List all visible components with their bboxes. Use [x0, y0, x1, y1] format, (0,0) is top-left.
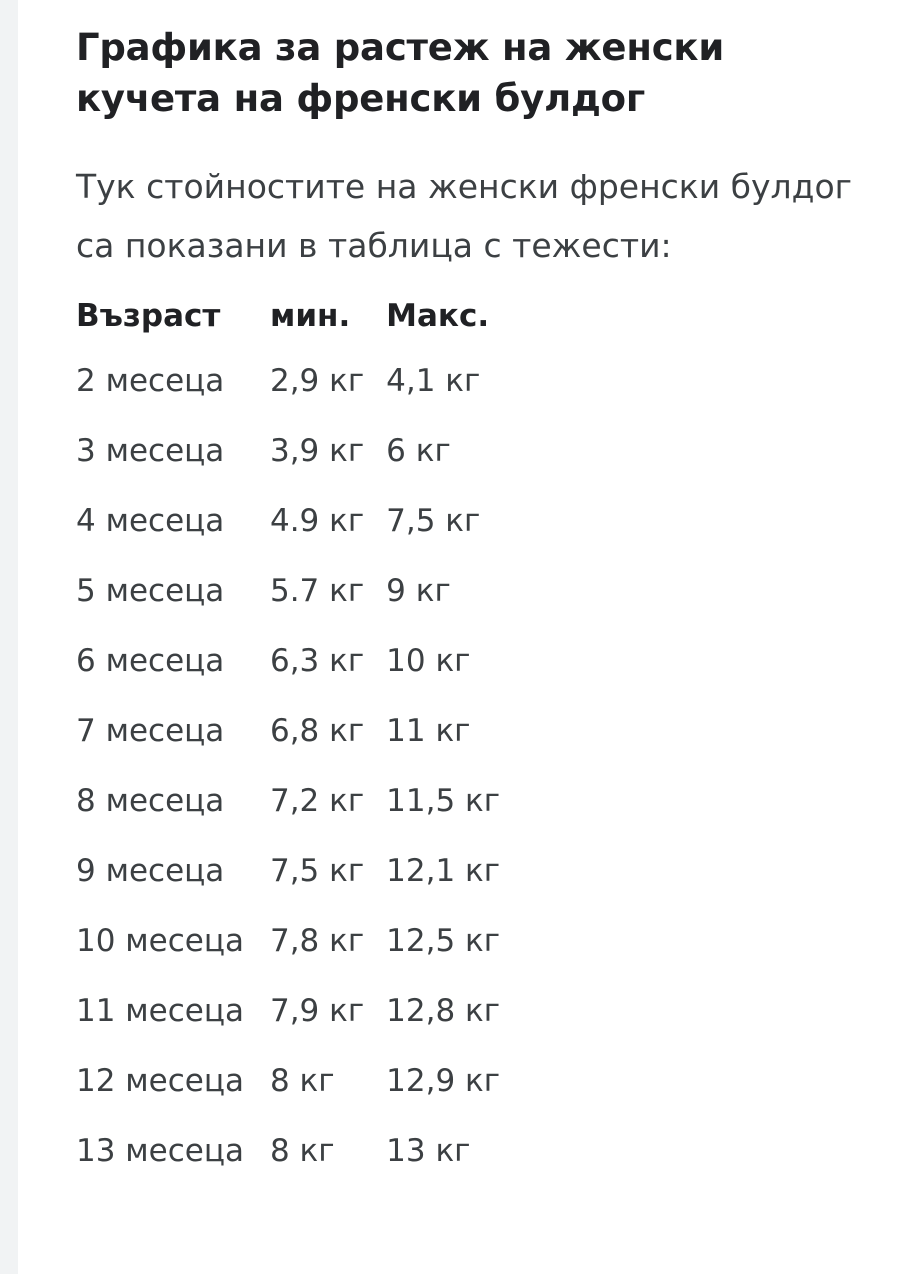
- cell-max: 10 кг: [386, 642, 471, 679]
- column-header-age: Възраст: [76, 297, 221, 334]
- cell-max: 11,5 кг: [386, 782, 501, 819]
- cell-min: 7,8 кг: [269, 922, 365, 959]
- table-row: [76, 766, 500, 836]
- left-gutter-rail: [0, 0, 18, 1274]
- cell-min: 5.7 кг: [269, 572, 365, 609]
- cell-max: 11 кг: [386, 712, 471, 749]
- column-header-min: мин.: [269, 297, 351, 334]
- table-row: [76, 836, 500, 906]
- cell-age: 7 месеца: [76, 712, 225, 749]
- cell-min: 7,5 кг: [269, 852, 365, 889]
- table-row: [76, 1046, 500, 1116]
- column-header-max: Макс.: [386, 297, 490, 334]
- table-row: [76, 486, 500, 556]
- cell-age: 12 месеца: [76, 1062, 244, 1099]
- cell-age: 9 месеца: [76, 852, 225, 889]
- cell-age: 8 месеца: [76, 782, 225, 819]
- cell-max: 12,5 кг: [386, 922, 501, 959]
- cell-max: 12,1 кг: [386, 852, 501, 889]
- cell-min: 2,9 кг: [269, 362, 365, 399]
- cell-max: 4,1 кг: [386, 362, 481, 399]
- cell-age: 13 месеца: [76, 1132, 244, 1169]
- cell-min: 6,8 кг: [269, 712, 365, 749]
- cell-min: 6,3 кг: [269, 642, 365, 679]
- table-row: [76, 416, 500, 486]
- cell-min: 3,9 кг: [269, 432, 365, 469]
- table-row: [76, 626, 500, 696]
- cell-min: 7,2 кг: [269, 782, 365, 819]
- cell-max: 12,8 кг: [386, 992, 501, 1029]
- intro-paragraph: Тук стойностите на женски френски булдог са показани в таблица с тежести:: [76, 167, 852, 265]
- cell-age: 11 месеца: [76, 992, 244, 1029]
- cell-age: 5 месеца: [76, 572, 225, 609]
- cell-min: 7,9 кг: [269, 992, 365, 1029]
- growth-chart-table: [76, 290, 500, 1186]
- table-row: [76, 346, 500, 416]
- cell-max: 6 кг: [386, 432, 451, 469]
- table-row: [76, 976, 500, 1046]
- page-title: Графика за растеж на женски кучета на френски булдог: [76, 26, 725, 121]
- cell-max: 9 кг: [386, 572, 451, 609]
- cell-min: 8 кг: [269, 1132, 335, 1169]
- table-row: [76, 556, 500, 626]
- table-row: [76, 1116, 500, 1186]
- cell-max: 7,5 кг: [386, 502, 481, 539]
- table-header-row: [76, 290, 500, 346]
- cell-min: 8 кг: [269, 1062, 335, 1099]
- cell-age: 6 месеца: [76, 642, 225, 679]
- table-row: [76, 696, 500, 766]
- cell-age: 2 месеца: [76, 362, 225, 399]
- article-page: [18, 0, 897, 1274]
- cell-min: 4.9 кг: [269, 502, 365, 539]
- cell-age: 3 месеца: [76, 432, 225, 469]
- cell-max: 12,9 кг: [386, 1062, 501, 1099]
- table-row: [76, 906, 500, 976]
- cell-age: 4 месеца: [76, 502, 225, 539]
- table-body: [76, 346, 500, 1186]
- cell-age: 10 месеца: [76, 922, 244, 959]
- cell-max: 13 кг: [386, 1132, 471, 1169]
- table-header: [76, 290, 500, 346]
